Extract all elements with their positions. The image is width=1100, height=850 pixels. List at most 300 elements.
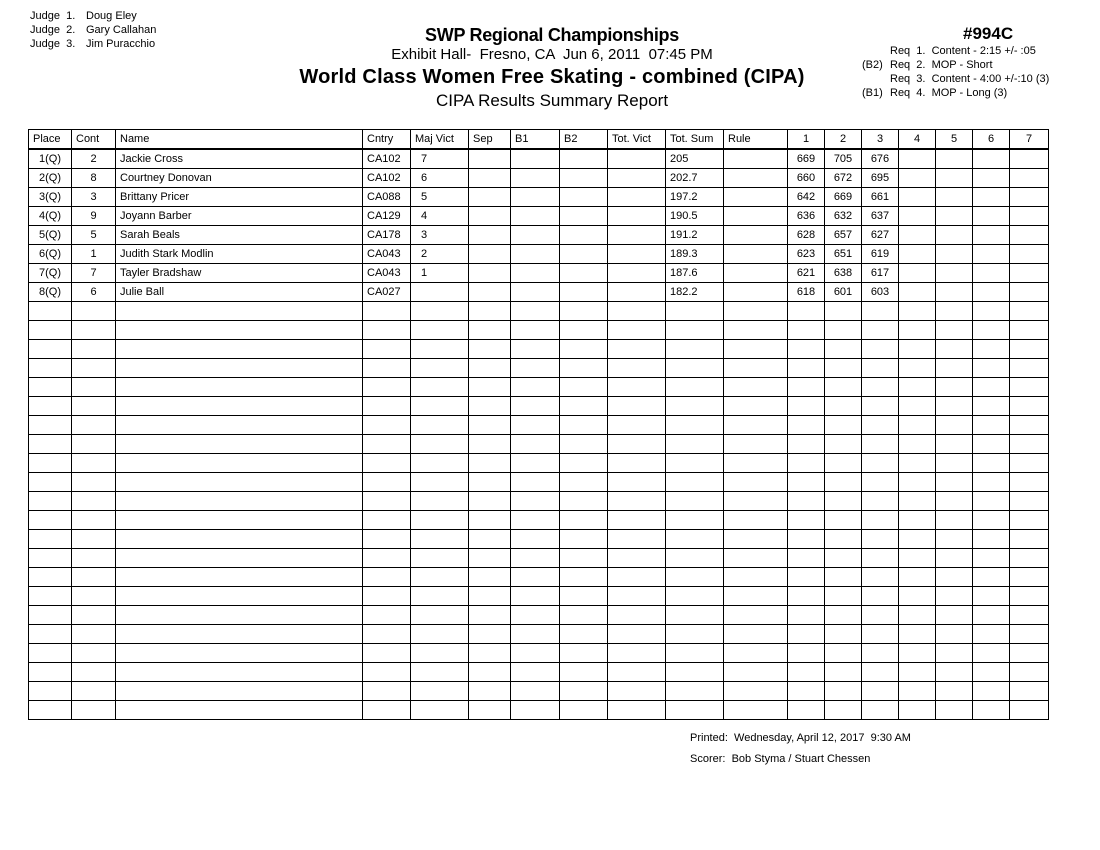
cell-place: 1(Q) bbox=[29, 149, 72, 169]
empty-cell bbox=[363, 625, 411, 644]
empty-cell bbox=[788, 302, 825, 321]
empty-cell bbox=[862, 397, 899, 416]
empty-cell bbox=[560, 606, 608, 625]
empty-cell bbox=[899, 511, 936, 530]
empty-cell bbox=[363, 587, 411, 606]
empty-cell bbox=[788, 473, 825, 492]
cell-tot-vict bbox=[608, 283, 666, 302]
column-header-b2: B2 bbox=[560, 130, 608, 150]
empty-cell bbox=[666, 587, 724, 606]
empty-cell bbox=[608, 473, 666, 492]
empty-cell bbox=[72, 606, 116, 625]
empty-cell bbox=[72, 340, 116, 359]
column-header-judge-3: 3 bbox=[862, 130, 899, 150]
empty-cell bbox=[608, 492, 666, 511]
empty-cell bbox=[72, 568, 116, 587]
cell-judge-2: 651 bbox=[825, 245, 862, 264]
empty-cell bbox=[825, 454, 862, 473]
empty-cell bbox=[411, 435, 469, 454]
empty-cell bbox=[1010, 454, 1049, 473]
cell-cont: 5 bbox=[72, 226, 116, 245]
empty-cell bbox=[825, 492, 862, 511]
column-header-tot-sum: Tot. Sum bbox=[666, 130, 724, 150]
empty-cell bbox=[511, 321, 560, 340]
cell-judge-7 bbox=[1010, 264, 1049, 283]
cell-rule bbox=[724, 169, 788, 188]
empty-cell bbox=[666, 492, 724, 511]
cell-judge-2: 672 bbox=[825, 169, 862, 188]
empty-cell bbox=[363, 435, 411, 454]
table-row bbox=[29, 188, 1049, 207]
judge-name: Gary Callahan bbox=[86, 24, 157, 36]
event-title: SWP Regional Championships bbox=[425, 25, 679, 45]
empty-cell bbox=[116, 625, 363, 644]
empty-cell bbox=[825, 606, 862, 625]
empty-cell bbox=[469, 549, 511, 568]
empty-cell bbox=[973, 606, 1010, 625]
cell-judge-1: 669 bbox=[788, 149, 825, 169]
empty-cell bbox=[724, 701, 788, 720]
empty-cell bbox=[1010, 587, 1049, 606]
results-table-head bbox=[29, 130, 1049, 150]
empty-cell bbox=[825, 473, 862, 492]
empty-cell bbox=[469, 321, 511, 340]
empty-cell bbox=[788, 511, 825, 530]
cell-judge-6 bbox=[973, 283, 1010, 302]
cell-judge-7 bbox=[1010, 149, 1049, 169]
empty-cell bbox=[29, 454, 72, 473]
empty-cell bbox=[72, 625, 116, 644]
cell-judge-6 bbox=[973, 207, 1010, 226]
cell-b1 bbox=[511, 169, 560, 188]
cell-judge-5 bbox=[936, 283, 973, 302]
empty-cell bbox=[29, 435, 72, 454]
empty-cell bbox=[862, 644, 899, 663]
cell-judge-2: 657 bbox=[825, 226, 862, 245]
cell-tot-sum: 182.2 bbox=[666, 283, 724, 302]
cell-judge-3: 661 bbox=[862, 188, 899, 207]
empty-cell bbox=[560, 340, 608, 359]
cell-judge-4 bbox=[899, 245, 936, 264]
empty-cell bbox=[666, 359, 724, 378]
requirement-prefix: (B1) bbox=[862, 87, 883, 99]
empty-cell bbox=[560, 568, 608, 587]
empty-cell bbox=[411, 682, 469, 701]
column-header-judge-6: 6 bbox=[973, 130, 1010, 150]
empty-cell bbox=[363, 454, 411, 473]
empty-cell bbox=[116, 530, 363, 549]
empty-cell bbox=[936, 473, 973, 492]
empty-cell bbox=[116, 644, 363, 663]
empty-cell bbox=[724, 663, 788, 682]
empty-cell bbox=[788, 435, 825, 454]
empty-cell bbox=[411, 321, 469, 340]
empty-cell bbox=[72, 549, 116, 568]
empty-cell bbox=[899, 302, 936, 321]
empty-cell bbox=[608, 302, 666, 321]
cell-rule bbox=[724, 149, 788, 169]
empty-cell bbox=[899, 416, 936, 435]
empty-cell bbox=[29, 397, 72, 416]
cell-cont: 2 bbox=[72, 149, 116, 169]
cell-judge-1: 642 bbox=[788, 188, 825, 207]
cell-cntry: CA102 bbox=[363, 169, 411, 188]
empty-cell bbox=[936, 549, 973, 568]
report-name: CIPA Results Summary Report bbox=[435, 91, 669, 110]
empty-table-row bbox=[29, 511, 1049, 530]
empty-cell bbox=[724, 378, 788, 397]
empty-cell bbox=[862, 435, 899, 454]
empty-cell bbox=[666, 321, 724, 340]
empty-cell bbox=[788, 701, 825, 720]
column-header-judge-4: 4 bbox=[899, 130, 936, 150]
empty-cell bbox=[411, 397, 469, 416]
empty-cell bbox=[608, 606, 666, 625]
empty-table-row bbox=[29, 321, 1049, 340]
empty-cell bbox=[72, 511, 116, 530]
requirement-text: Req 3. Content - 4:00 +/-:10 (3) bbox=[890, 73, 1050, 85]
empty-cell bbox=[1010, 416, 1049, 435]
cell-b2 bbox=[560, 264, 608, 283]
empty-cell bbox=[363, 416, 411, 435]
empty-cell bbox=[469, 568, 511, 587]
cell-tot-sum: 202.7 bbox=[666, 169, 724, 188]
empty-cell bbox=[899, 454, 936, 473]
column-header-judge-1: 1 bbox=[788, 130, 825, 150]
empty-cell bbox=[1010, 682, 1049, 701]
empty-cell bbox=[116, 701, 363, 720]
judge-line bbox=[30, 9, 156, 23]
cell-cntry: CA088 bbox=[363, 188, 411, 207]
cell-tot-sum: 189.3 bbox=[666, 245, 724, 264]
empty-cell bbox=[862, 492, 899, 511]
cell-maj-vict: 5 bbox=[411, 188, 469, 207]
empty-cell bbox=[511, 454, 560, 473]
empty-cell bbox=[788, 663, 825, 682]
empty-cell bbox=[411, 701, 469, 720]
empty-cell bbox=[936, 454, 973, 473]
empty-cell bbox=[899, 397, 936, 416]
empty-cell bbox=[608, 701, 666, 720]
empty-cell bbox=[363, 568, 411, 587]
empty-cell bbox=[116, 454, 363, 473]
cell-judge-4 bbox=[899, 169, 936, 188]
empty-cell bbox=[469, 492, 511, 511]
cell-judge-6 bbox=[973, 264, 1010, 283]
cell-judge-5 bbox=[936, 188, 973, 207]
requirement-text: Req 4. MOP - Long (3) bbox=[890, 87, 1008, 99]
cell-place: 2(Q) bbox=[29, 169, 72, 188]
empty-cell bbox=[973, 530, 1010, 549]
cell-cntry: CA043 bbox=[363, 264, 411, 283]
table-row bbox=[29, 264, 1049, 283]
empty-cell bbox=[825, 511, 862, 530]
empty-cell bbox=[862, 511, 899, 530]
empty-cell bbox=[899, 682, 936, 701]
judge-label: Judge 2. bbox=[30, 24, 76, 36]
empty-cell bbox=[116, 473, 363, 492]
empty-cell bbox=[788, 549, 825, 568]
empty-cell bbox=[511, 587, 560, 606]
empty-cell bbox=[788, 378, 825, 397]
empty-cell bbox=[899, 568, 936, 587]
empty-cell bbox=[724, 321, 788, 340]
empty-cell bbox=[724, 568, 788, 587]
column-header-b1: B1 bbox=[511, 130, 560, 150]
empty-cell bbox=[666, 378, 724, 397]
scorer-names: Scorer: Bob Styma / Stuart Chessen bbox=[690, 753, 871, 765]
cell-judge-6 bbox=[973, 149, 1010, 169]
empty-cell bbox=[29, 359, 72, 378]
cell-tot-sum: 205 bbox=[666, 149, 724, 169]
empty-cell bbox=[560, 302, 608, 321]
empty-cell bbox=[1010, 473, 1049, 492]
empty-cell bbox=[363, 378, 411, 397]
empty-cell bbox=[973, 682, 1010, 701]
empty-cell bbox=[29, 302, 72, 321]
cell-judge-5 bbox=[936, 149, 973, 169]
cell-judge-3: 637 bbox=[862, 207, 899, 226]
empty-table-row bbox=[29, 587, 1049, 606]
column-header-name: Name bbox=[116, 130, 363, 150]
cell-place: 4(Q) bbox=[29, 207, 72, 226]
empty-cell bbox=[862, 568, 899, 587]
empty-cell bbox=[29, 321, 72, 340]
empty-cell bbox=[29, 606, 72, 625]
empty-cell bbox=[363, 530, 411, 549]
empty-cell bbox=[825, 416, 862, 435]
cell-name: Jackie Cross bbox=[116, 149, 363, 169]
printed-timestamp: Printed: Wednesday, April 12, 2017 9:30 AM bbox=[690, 732, 911, 744]
cell-tot-sum: 187.6 bbox=[666, 264, 724, 283]
cell-place: 7(Q) bbox=[29, 264, 72, 283]
empty-cell bbox=[411, 359, 469, 378]
cell-judge-1: 618 bbox=[788, 283, 825, 302]
empty-cell bbox=[469, 435, 511, 454]
cell-judge-5 bbox=[936, 169, 973, 188]
header-row bbox=[29, 130, 1049, 150]
empty-table-row bbox=[29, 359, 1049, 378]
cell-judge-4 bbox=[899, 283, 936, 302]
cell-judge-4 bbox=[899, 264, 936, 283]
empty-cell bbox=[724, 340, 788, 359]
cell-cont: 1 bbox=[72, 245, 116, 264]
empty-cell bbox=[29, 378, 72, 397]
empty-cell bbox=[411, 454, 469, 473]
report-header bbox=[262, 24, 842, 112]
cell-sep bbox=[469, 207, 511, 226]
empty-cell bbox=[1010, 359, 1049, 378]
empty-cell bbox=[116, 568, 363, 587]
cell-judge-3: 627 bbox=[862, 226, 899, 245]
empty-cell bbox=[116, 587, 363, 606]
empty-cell bbox=[1010, 625, 1049, 644]
empty-cell bbox=[825, 587, 862, 606]
cell-judge-7 bbox=[1010, 188, 1049, 207]
empty-cell bbox=[666, 568, 724, 587]
empty-cell bbox=[899, 701, 936, 720]
empty-cell bbox=[666, 302, 724, 321]
cell-judge-6 bbox=[973, 226, 1010, 245]
cell-sep bbox=[469, 264, 511, 283]
cell-b1 bbox=[511, 207, 560, 226]
column-header-place: Place bbox=[29, 130, 72, 150]
cell-judge-5 bbox=[936, 264, 973, 283]
empty-cell bbox=[608, 530, 666, 549]
empty-cell bbox=[973, 302, 1010, 321]
empty-cell bbox=[29, 625, 72, 644]
empty-cell bbox=[1010, 530, 1049, 549]
empty-cell bbox=[29, 587, 72, 606]
empty-cell bbox=[788, 397, 825, 416]
column-header-judge-5: 5 bbox=[936, 130, 973, 150]
empty-cell bbox=[511, 492, 560, 511]
cell-b2 bbox=[560, 188, 608, 207]
empty-cell bbox=[560, 416, 608, 435]
empty-cell bbox=[973, 492, 1010, 511]
cell-judge-7 bbox=[1010, 169, 1049, 188]
requirement-line bbox=[862, 58, 1049, 72]
column-header-rule: Rule bbox=[724, 130, 788, 150]
empty-cell bbox=[469, 530, 511, 549]
empty-cell bbox=[608, 416, 666, 435]
empty-table-row bbox=[29, 625, 1049, 644]
empty-cell bbox=[363, 606, 411, 625]
cell-maj-vict: 6 bbox=[411, 169, 469, 188]
judge-list bbox=[30, 9, 156, 51]
cell-judge-5 bbox=[936, 245, 973, 264]
empty-cell bbox=[666, 397, 724, 416]
empty-cell bbox=[363, 321, 411, 340]
empty-cell bbox=[72, 644, 116, 663]
empty-cell bbox=[899, 492, 936, 511]
cell-b2 bbox=[560, 245, 608, 264]
empty-cell bbox=[825, 663, 862, 682]
empty-cell bbox=[666, 530, 724, 549]
cell-rule bbox=[724, 207, 788, 226]
column-header-sep: Sep bbox=[469, 130, 511, 150]
requirement-line bbox=[862, 44, 1049, 58]
cell-sep bbox=[469, 188, 511, 207]
empty-cell bbox=[899, 625, 936, 644]
table-row bbox=[29, 245, 1049, 264]
empty-cell bbox=[666, 682, 724, 701]
cell-judge-1: 621 bbox=[788, 264, 825, 283]
cell-b1 bbox=[511, 283, 560, 302]
empty-cell bbox=[72, 663, 116, 682]
empty-cell bbox=[936, 321, 973, 340]
empty-cell bbox=[608, 511, 666, 530]
empty-cell bbox=[363, 663, 411, 682]
cell-judge-3: 603 bbox=[862, 283, 899, 302]
empty-cell bbox=[973, 644, 1010, 663]
empty-cell bbox=[608, 340, 666, 359]
empty-cell bbox=[862, 378, 899, 397]
empty-cell bbox=[72, 416, 116, 435]
column-header-judge-2: 2 bbox=[825, 130, 862, 150]
empty-cell bbox=[469, 359, 511, 378]
empty-cell bbox=[363, 359, 411, 378]
empty-cell bbox=[29, 663, 72, 682]
empty-cell bbox=[788, 359, 825, 378]
empty-cell bbox=[560, 701, 608, 720]
empty-cell bbox=[724, 492, 788, 511]
empty-cell bbox=[29, 701, 72, 720]
empty-cell bbox=[973, 397, 1010, 416]
empty-cell bbox=[973, 701, 1010, 720]
empty-cell bbox=[936, 587, 973, 606]
empty-cell bbox=[1010, 568, 1049, 587]
empty-cell bbox=[411, 568, 469, 587]
empty-cell bbox=[116, 663, 363, 682]
empty-cell bbox=[825, 302, 862, 321]
empty-cell bbox=[724, 302, 788, 321]
empty-cell bbox=[511, 625, 560, 644]
empty-cell bbox=[411, 302, 469, 321]
cell-judge-2: 632 bbox=[825, 207, 862, 226]
empty-cell bbox=[724, 397, 788, 416]
empty-table-row bbox=[29, 340, 1049, 359]
empty-cell bbox=[1010, 340, 1049, 359]
empty-table-row bbox=[29, 435, 1049, 454]
empty-cell bbox=[560, 378, 608, 397]
cell-judge-7 bbox=[1010, 226, 1049, 245]
empty-cell bbox=[363, 397, 411, 416]
empty-cell bbox=[560, 435, 608, 454]
empty-cell bbox=[825, 530, 862, 549]
cell-tot-vict bbox=[608, 207, 666, 226]
cell-rule bbox=[724, 245, 788, 264]
empty-table-row bbox=[29, 568, 1049, 587]
cell-tot-sum: 191.2 bbox=[666, 226, 724, 245]
cell-judge-4 bbox=[899, 188, 936, 207]
empty-cell bbox=[788, 416, 825, 435]
empty-cell bbox=[116, 340, 363, 359]
requirement-line bbox=[862, 72, 1049, 86]
cell-judge-6 bbox=[973, 169, 1010, 188]
empty-cell bbox=[862, 663, 899, 682]
empty-cell bbox=[363, 701, 411, 720]
empty-table-row bbox=[29, 606, 1049, 625]
empty-cell bbox=[825, 568, 862, 587]
empty-cell bbox=[973, 663, 1010, 682]
cell-judge-1: 623 bbox=[788, 245, 825, 264]
requirement-text: Req 2. MOP - Short bbox=[890, 59, 993, 71]
empty-cell bbox=[936, 682, 973, 701]
empty-cell bbox=[608, 568, 666, 587]
empty-cell bbox=[724, 549, 788, 568]
empty-cell bbox=[724, 416, 788, 435]
empty-cell bbox=[936, 340, 973, 359]
cell-tot-vict bbox=[608, 264, 666, 283]
table-row bbox=[29, 283, 1049, 302]
empty-cell bbox=[116, 416, 363, 435]
cell-b2 bbox=[560, 207, 608, 226]
empty-table-row bbox=[29, 701, 1049, 720]
empty-cell bbox=[411, 663, 469, 682]
empty-cell bbox=[724, 435, 788, 454]
empty-cell bbox=[1010, 302, 1049, 321]
event-number: #994C bbox=[963, 24, 1014, 43]
empty-cell bbox=[411, 587, 469, 606]
empty-cell bbox=[608, 454, 666, 473]
empty-cell bbox=[560, 587, 608, 606]
empty-cell bbox=[724, 359, 788, 378]
cell-judge-3: 695 bbox=[862, 169, 899, 188]
empty-cell bbox=[29, 340, 72, 359]
column-header-maj-vict: Maj Vict bbox=[411, 130, 469, 150]
empty-cell bbox=[411, 644, 469, 663]
